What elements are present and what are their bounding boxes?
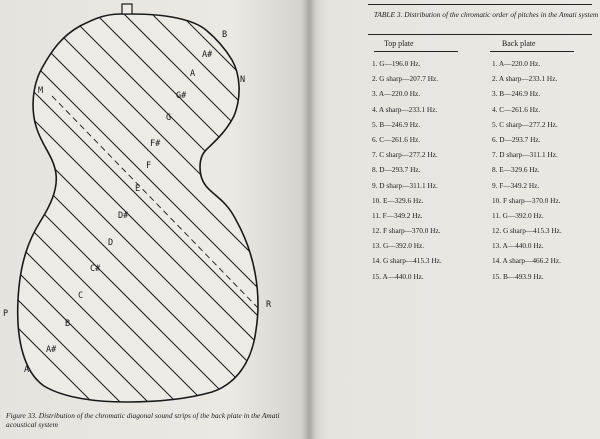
top-plate-row: 4. A sharp—233.1 Hz. [372, 104, 438, 114]
strip-line [286, 0, 308, 439]
strip-label: C [78, 291, 84, 301]
strip-label: F# [150, 139, 161, 149]
back-plate-row: 1. A—220.0 Hz. [492, 59, 541, 68]
top-plate-row: 3. A—220.0 Hz. [372, 89, 421, 99]
strip-line [258, 0, 308, 439]
back-plate-row: 5. C sharp—277.2 Hz. [492, 119, 558, 129]
back-plate-row: 4. C—261.6 Hz. [492, 104, 541, 114]
top-plate-row: 12. F sharp—370.0 Hz. [372, 226, 441, 236]
strip-label: A [24, 365, 30, 375]
back-plate-row: 2. A sharp—233.1 Hz. [492, 74, 558, 84]
strip-label: B [222, 30, 228, 40]
back-plate-row: 3. B—246.9 Hz. [492, 89, 541, 99]
side-label-n: N [240, 75, 246, 85]
strip-label: A [190, 69, 196, 79]
strip-label: G [166, 113, 172, 123]
top-plate-row: 6. C—261.6 Hz. [372, 134, 421, 144]
back-plate-row: 6. D—293.7 Hz. [492, 134, 541, 144]
back-plate-row: 12. G sharp—415.3 Hz. [492, 226, 562, 236]
back-plate-row: 14. A sharp—466.2 Hz. [492, 256, 561, 266]
top-plate-row: 13. G—392.0 Hz. [372, 241, 425, 251]
figure-caption: Figure 33. Distribution of the chromatic diagonal sound strips of the back plate in the Amati acoustical system [6, 411, 280, 429]
top-plate-row: 8. D—293.7 Hz. [372, 165, 421, 175]
back-plate-list [492, 56, 562, 284]
side-label-m: M [38, 86, 44, 96]
top-plate-row: 5. B—246.9 Hz. [372, 119, 421, 129]
side-label-p: P [3, 309, 9, 319]
strip-label: F [146, 161, 152, 171]
top-plate-header-rule [374, 51, 458, 52]
violin-outline [18, 14, 258, 402]
strip-label: B [65, 319, 71, 329]
strip-label: D# [118, 211, 129, 221]
strip-label: A# [202, 50, 213, 60]
top-plate-row: 14. G sharp—415.3 Hz. [372, 256, 442, 266]
neck-stub [122, 4, 132, 14]
top-plate-header: Top plate [384, 39, 414, 48]
back-plate-row: 8. E—329.6 Hz. [492, 165, 540, 175]
top-plate-list [372, 56, 442, 284]
back-plate-row: 10. F sharp—370.0 Hz. [492, 195, 561, 205]
top-plate-row: 11. F—349.2 Hz. [372, 210, 423, 220]
side-label-r: R [266, 300, 272, 310]
top-plate-row: 10. E—329.6 Hz. [372, 195, 424, 205]
table-title-rule [368, 34, 592, 35]
strip-label: A# [46, 345, 57, 355]
strip-label: G# [176, 91, 187, 101]
top-plate-row: 9. D sharp—311.1 Hz. [372, 180, 438, 190]
top-plate-row: 2. G sharp—207.7 Hz. [372, 74, 439, 84]
strip-label: E [135, 184, 141, 194]
table-title: TABLE 3. Distribution of the chromatic order of pitches in the Amati system [373, 10, 599, 19]
back-plate-row: 13. A—440.0 Hz. [492, 241, 544, 251]
strip-line [230, 0, 308, 439]
strip-label: D [108, 238, 114, 248]
back-plate-header-rule [490, 51, 574, 52]
top-plate-row: 1. G—196.0 Hz. [372, 59, 421, 68]
back-plate-header: Back plate [502, 39, 536, 48]
back-plate-row: 15. B—493.9 Hz. [492, 271, 544, 281]
strip-label: C# [90, 264, 101, 274]
back-plate-row: 11. G—392.0 Hz. [492, 210, 544, 220]
top-plate-row: 7. C sharp—277.2 Hz. [372, 150, 438, 160]
back-plate-row: 9. F—349.2 Hz. [492, 180, 540, 190]
back-plate-row: 7. D sharp—311.1 Hz. [492, 150, 558, 160]
top-plate-row: 15. A—440.0 Hz. [372, 271, 424, 281]
table-top-rule [368, 4, 592, 5]
